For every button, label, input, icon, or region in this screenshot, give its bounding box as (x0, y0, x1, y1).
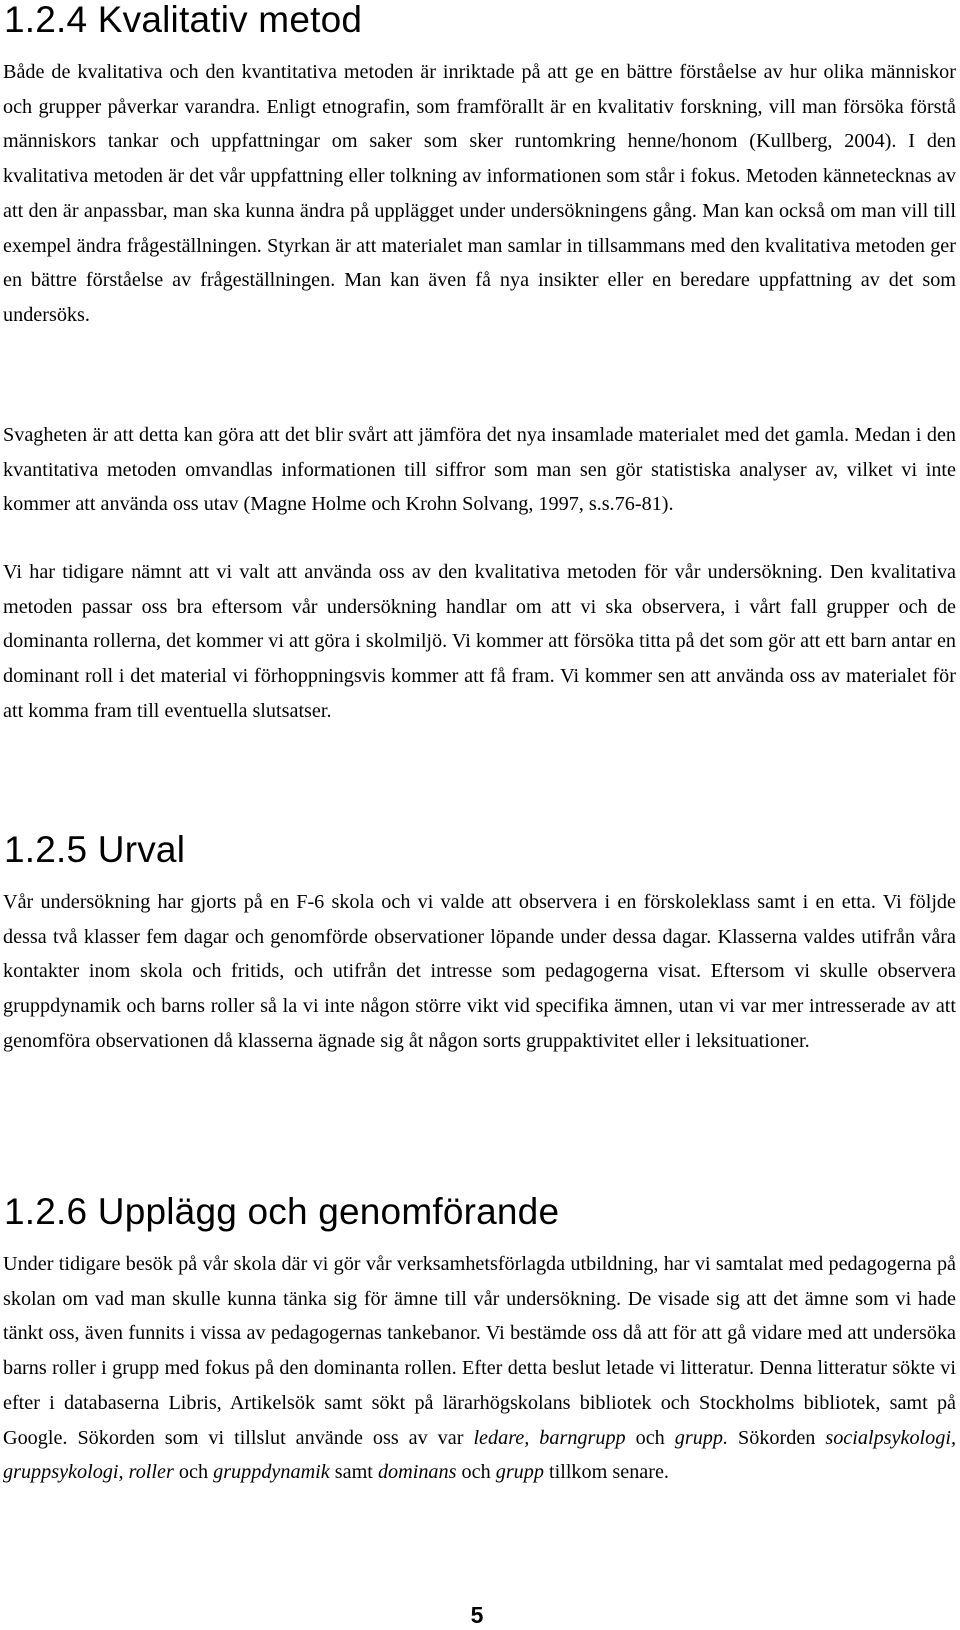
paragraph-urval: Vår undersökning har gjorts på en F-6 skola och vi valde att observera i en förskoleklass samt i en etta. Vi följde dessa två klasser fem dagar och genomförde observationer löpande under dessa dagar. Klasserna valdes utifrån våra kontakter inom skola och fritids, och utifrån det intresse som pedagogerna visat. Eftersom vi skulle observera gruppdynamik och barns roller så la vi inte någon större vikt vid specifika ämnen, utan vi var mer intresserade av att genomföra observationen då klasserna ägnade sig åt någon sorts gruppaktivitet eller i leksituationer. (3, 891, 956, 1052)
paragraph-upplagg-text: Sökorden (728, 1426, 826, 1449)
paragraph-upplagg-text: samt (329, 1461, 378, 1484)
keyword-grupp-2: grupp (495, 1461, 544, 1484)
paragraph-upplagg-text: tillkom senare. (543, 1461, 669, 1484)
keyword-socialpsykologi: socialpsykologi, gruppsykologi, roller (3, 1426, 956, 1484)
paragraph-kvalitativ-vi-har: Vi har tidigare nämnt att vi valt att använda oss av den kvalitativa metoden för vår undersökning. Den kvalitativa metoden passar oss bra eftersom vår undersökning handlar om att vi ska observera, i vårt fall grupper och de dominanta rollerna, det kommer vi att göra i skolmiljö. Vi kommer att försöka titta på det som gör att ett barn antar en dominant roll i det material vi förhoppningsvis kommer att få fram. Vi kommer sen att använda oss av materialet för att komma fram till eventuella slutsatser. (3, 561, 956, 722)
keyword-dominans: dominans (377, 1461, 457, 1484)
section-heading-kvalitativ-metod: 1.2.4 Kvalitativ metod (4, 0, 363, 40)
paragraph-upplagg-text: Under tidigare besök på vår skola där vi gör vår verksamhetsförlagda utbildning, har vi samtalat med pedagogerna på skolan om vad man skulle kunna tänka sig för ämne till vår undersökning. De visade sig att det ämne som vi hade tänkt oss, även funnits i vissa av pedagogernas tankebanor. Vi bestämde oss då att för att gå vidare med att undersöka barns roller i grupp med fokus på den dominanta rollen. Efter detta beslut letade vi litteratur. Denna litteratur sökte vi efter i databaserna Libris, Artikelsök samt sökt på lärarhögskolans bibliotek och Stockholms bibliotek, samt på Google. Sökorden som vi tillslut använde oss av var (3, 1253, 956, 1449)
paragraph-upplagg (3, 1247, 956, 1490)
paragraph-upplagg-text: och (456, 1461, 496, 1484)
section-heading-upplagg: 1.2.6 Upplägg och genomförande (4, 1191, 560, 1232)
paragraph-kvalitativ-intro: Både de kvalitativa och den kvantitativa metoden är inriktade på att ge en bättre förståelse av hur olika människor och grupper påverkar varandra. Enligt etnografin, som framförallt är en kvalitativ forskning, vill man försöka förstå människors tankar och uppfattningar om saker som sker runtomkring henne/honom (Kullberg, 2004). I den kvalitativa metoden är det vår uppfattning eller tolkning av informationen som står i fokus. Metoden kännetecknas av att den är anpassbar, man ska kunna ändra på upplägget under undersökningens gång. Man kan också om man vill till exempel ändra frågeställningen. Styrkan är att materialet man samlar in tillsammans med den kvalitativa metoden ger en bättre förståelse av frågeställningen. Man kan även få nya insikter eller en beredare uppfattning av det som undersöks. (3, 61, 956, 326)
keyword-ledare-barngrupp: ledare, barngrupp (473, 1426, 626, 1449)
paragraph-upplagg-text: och (625, 1426, 675, 1449)
paragraph-kvalitativ-svagheten: Svagheten är att detta kan göra att det blir svårt att jämföra det nya insamlade materialet med det gamla. Medan i den kvantitativa metoden omvandlas informationen till siffror som man sen gör statistiska analyser av, vilket vi inte kommer att använda oss utav (Magne Holme och Krohn Solvang, 1997, s.s.76-81). (3, 424, 956, 516)
section-heading-urval: 1.2.5 Urval (4, 829, 186, 870)
page-number: 5 (470, 1602, 484, 1628)
paragraph-upplagg-text: och (173, 1461, 214, 1484)
keyword-grupp: grupp. (674, 1426, 729, 1449)
keyword-gruppdynamik: gruppdynamik (213, 1461, 330, 1484)
